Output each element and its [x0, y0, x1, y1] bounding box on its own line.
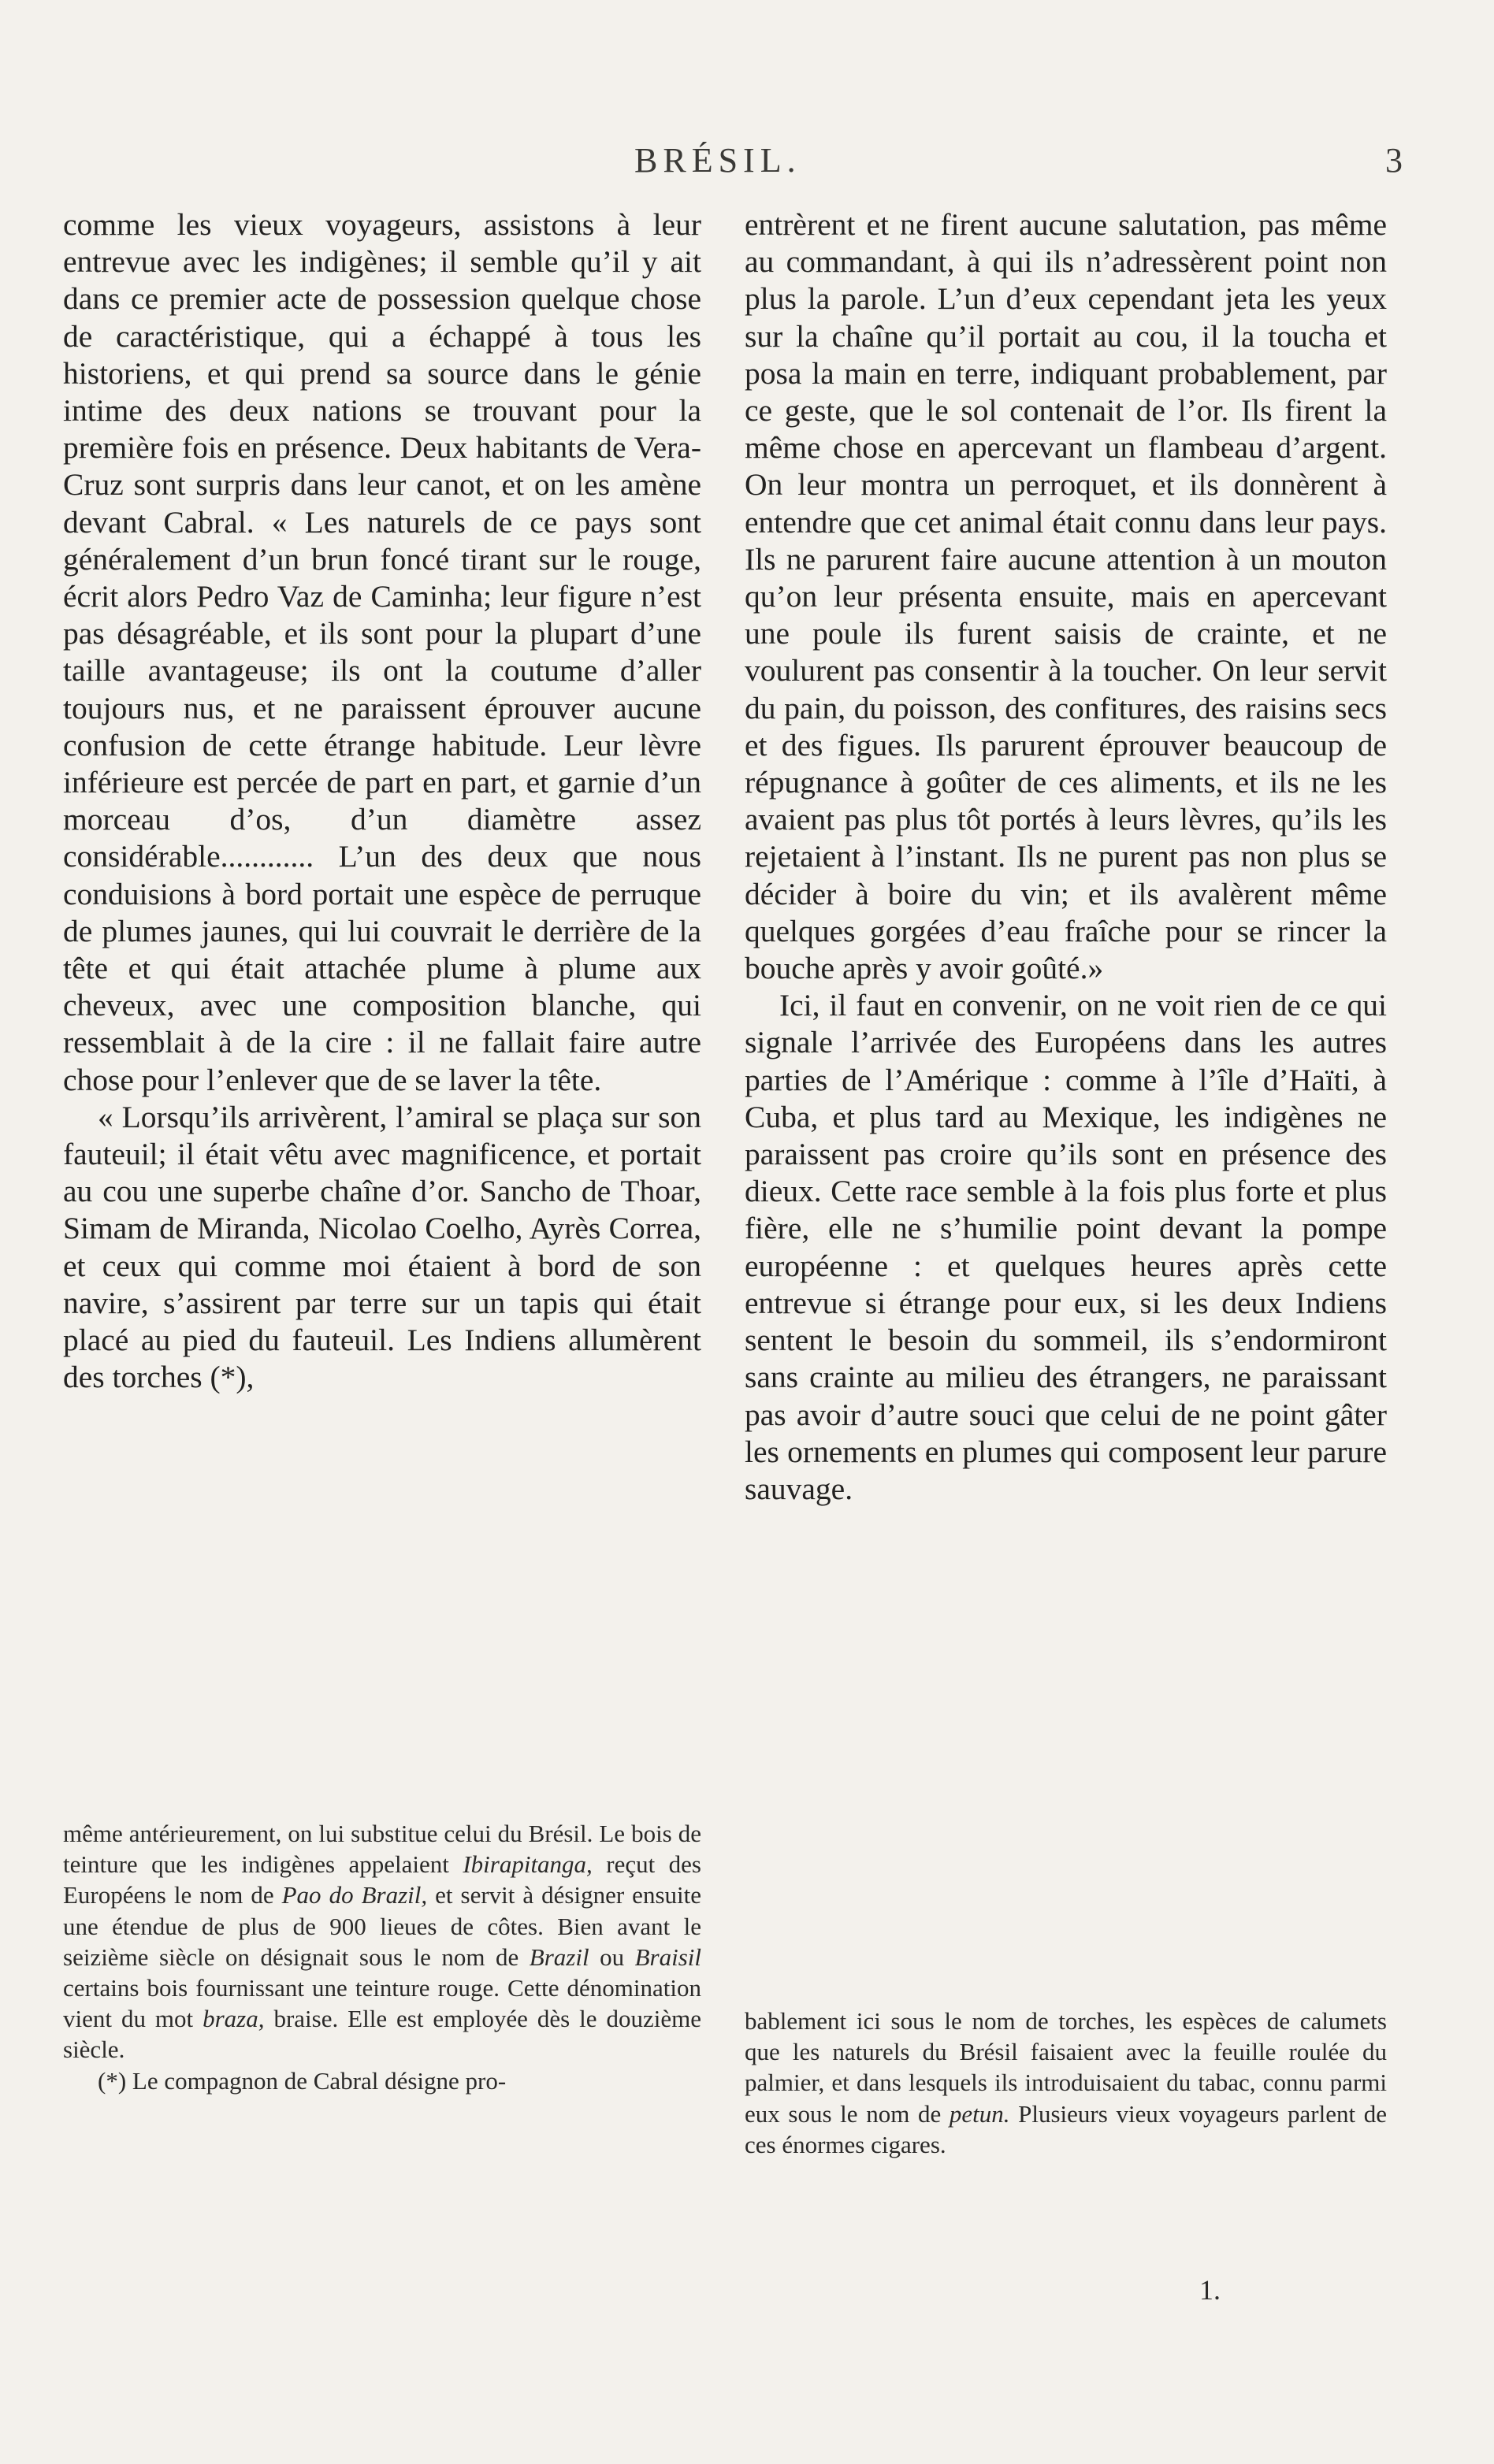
footnote-text: reçut des Européens le nom de — [63, 1850, 701, 1909]
footnote-italic-term: Ibirapitanga, — [463, 1850, 593, 1879]
footnote-text: et servit à désigner ensuite une étendue de plus de 900 lieues de côtes. Bien avant le seizième siècle on désignait sous le nom de — [63, 1881, 701, 1971]
footnote-text: Plusieurs vieux voyageurs parlent de ces énormes cigares. — [745, 2099, 1387, 2158]
left-paragraph-2: « Lorsqu’ils arrivèrent, l’amiral se plaça sur son fauteuil; il était vêtu avec magnificence, et portait au cou une superbe chaîne d’or. Sancho de Thoar, Simam de Miranda, Nicolao Coelho, Ayrès Correa, et ceux qui comme moi étaient à bord de son navire, s’assirent par terre sur un tapis qui était placé au pied du fauteuil. Les Indiens allumèrent des torches (*), — [63, 1099, 701, 1395]
left-paragraph-1: comme les vieux voyageurs, assistons à leur entrevue avec les indigènes; il semble qu’il y ait dans ce premier acte de possession quelque chose de caractéristique, qui a échappé à tous les historiens, et qui prend sa source dans le génie intime des deux nations se trouvant pour la première fois en présence. Deux habitants de Vera-Cruz sont surpris dans leur canot, et on les amène devant Cabral. « Les naturels de ce pays sont généralement d’un brun foncé tirant sur le rouge, écrit alors Pedro Vaz de Caminha; leur figure n’est pas désagréable, et ils sont pour la plupart d’une taille avantageuse; ils ont la coutume d’aller toujours nus, et ne paraissent éprouver aucune confusion de cette étrange habitude. Leur lèvre inférieure est percée de part en part, et garnie d’un morceau d’os, d’un diamètre assez considérable............ L’un des deux que nous conduisions à bord portait une espèce de perruque de plumes jaunes, qui lui couvrait le derrière de la tête et qui était attachée plume à plume aux cheveux, avec une composition blanche, qui ressemblait à de la cire : il ne fallait faire autre chose pour l’enlever que de se laver la tête. — [63, 207, 701, 1097]
footnote-text: braise. Elle est employée dès le douzième siècle. — [63, 2005, 702, 2064]
signature-mark: 1. — [1199, 2274, 1221, 2306]
footnote-text: bablement ici sous le nom de torches, les espèces de calumets que les naturels du Brésil faisaient avec la feuille roulée du palmier, et dans lesquels ils introduisaient du tabac, connu parmi eux sous le nom de — [745, 2007, 1387, 2128]
right-column — [745, 206, 1387, 1508]
right-paragraph-2: Ici, il faut en convenir, on ne voit rien de ce qui signale l’arrivée des Européens dans les autres parties de l’Amérique : comme à l’île d’Haïti, à Cuba, et plus tard au Mexique, les indigènes ne paraissent pas croire qu’ils sont en présence des dieux. Cette race semble à la fois plus forte et plus fière, elle ne s’humilie point devant la pompe européenne : et quelques heures après cette entrevue si étrange pour eux, si les deux Indiens sentent le besoin du sommeil, ils s’endormiront sans crainte au milieu des étrangers, ne paraissant pas avoir d’autre souci que celui de ne point gâter les ornements en plumes qui composent leur parure sauvage. — [745, 988, 1387, 1506]
footnotes-right — [745, 2006, 1387, 2160]
footnote-bresil — [63, 1818, 701, 2065]
footnote-italic-term: petun. — [949, 2099, 1010, 2128]
footnote-italic-term: Brazil — [529, 1943, 589, 1971]
footnotes-left — [63, 1818, 701, 2096]
page-number: 3 — [1385, 141, 1403, 180]
footnote-text: certains bois fournissant une teinture rouge. Cette dénomination vient du mot — [63, 1974, 701, 2033]
left-column — [63, 206, 701, 1397]
footnote-text: ou — [589, 1943, 635, 1971]
right-paragraph-1: entrèrent et ne firent aucune salutation, pas même au commandant, à qui ils n’adressèrent point non plus la parole. L’un d’eux cependant jeta les yeux sur la chaîne qu’il portait au cou, il la toucha et posa la main en terre, indiquant probablement, par ce geste, que le sol contenait de l’or. Ils firent la même chose en apercevant un flambeau d’argent. On leur montra un perroquet, et ils donnèrent à entendre que cet animal était connu dans leur pays. Ils ne parurent faire aucune attention à un mouton qu’on leur présenta ensuite, mais en apercevant une poule ils furent saisis de crainte, et ne voulurent pas consentir à la toucher. On leur servit du pain, du poisson, des confitures, des raisins secs et des figues. Ils parurent éprouver beaucoup de répugnance à goûter de ces aliments, et ils ne les avaient pas plus tôt portés à leurs lèvres, qu’ils les rejetaient à l’instant. Ils ne purent pas non plus se décider à boire du vin; et ils avalèrent même quelques gorgées d’eau fraîche pour se rincer la bouche après y avoir goûté.» — [745, 207, 1387, 986]
footnote-italic-term: braza, — [203, 2005, 265, 2033]
page-header — [63, 140, 1403, 195]
footnote-torches-continued — [745, 2006, 1387, 2160]
footnote-italic-term: Braisil — [634, 1943, 701, 1971]
footnote-text: même antérieurement, on lui substitue celui du Brésil. Le bois de teinture que les indigènes appelaient — [63, 1820, 701, 1879]
running-title: BRÉSIL. — [634, 141, 801, 180]
footnote-torches-start: (*) Le compagnon de Cabral désigne pro- — [98, 2066, 507, 2095]
footnote-italic-term: Pao do Brazil, — [281, 1881, 428, 1909]
